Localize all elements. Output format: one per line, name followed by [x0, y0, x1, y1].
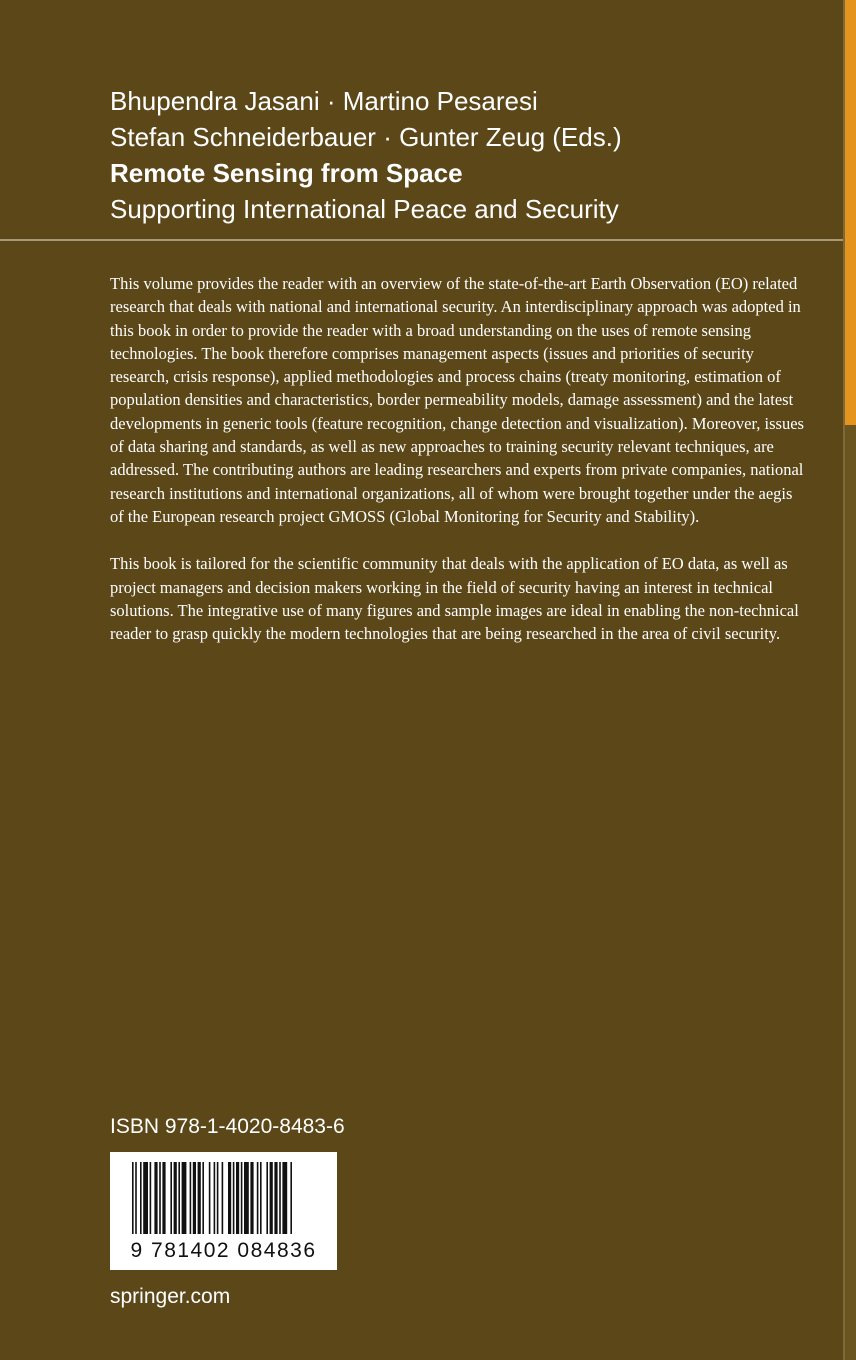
isbn-label: ISBN 978-1-4020-8483-6	[110, 1115, 345, 1138]
barcode-stripe	[182, 1162, 187, 1234]
barcode-stripe	[274, 1162, 277, 1234]
barcode-stripe	[217, 1162, 219, 1234]
barcode-stripe	[198, 1162, 201, 1234]
book-title: Remote Sensing from Space	[110, 158, 463, 188]
barcode-stripe	[282, 1162, 287, 1234]
barcode-stripe	[140, 1162, 142, 1234]
barcode-stripe	[260, 1162, 262, 1234]
barcode-stripe	[143, 1162, 148, 1234]
barcode-stripe	[159, 1162, 161, 1234]
barcode-digits: 9 781402 084836	[130, 1239, 317, 1262]
blurb-paragraph-2: This book is tailored for the scientific community that deals with the application of EO data, as well as project managers and decision makers working in the field of security having an interest in technical solutions. The integrative use of many figures and sample images are ideal in enabling the non-technical reader to grasp quickly the modern technologies that are being researched in the area of civil security.	[110, 554, 799, 644]
spine-edge	[843, 0, 856, 1360]
barcode-stripe	[241, 1162, 243, 1234]
cover-header	[110, 83, 622, 227]
blurb-paragraph-1: This volume provides the reader with an overview of the state-of-the-art Earth Observation (EO) related research that deals with national and international security. An interdisciplinary approach was adopted in this book in order to provide the reader with a broad understanding on the uses of remote sensing technologies. The book therefore comprises management aspects (issues and priorities of security research, crisis response), applied methodologies and process chains (treaty monitoring, estimation of population densities and characteristics, border permeability models, damage assessment) and the latest developments in generic tools (feature recognition, change detection and visualization). Moreover, issues of data sharing and standards, as well as new approaches to training security relevant techniques, are addressed. The contributing authors are leading researchers and experts from private companies, national research institutions and international organizations, all of whom were brought together under the aegis of the European research project GMOSS (Global Monitoring for Security and Stability).	[110, 274, 804, 526]
authors-line-2: Stefan Schneiderbauer · Gunter Zeug (Eds.)	[110, 122, 622, 152]
barcode-stripe	[228, 1162, 231, 1234]
barcode-stripe	[279, 1162, 281, 1234]
barcode-stripe	[222, 1162, 224, 1234]
barcode-stripe	[178, 1162, 180, 1234]
header-divider	[0, 239, 843, 241]
barcode-stripe	[193, 1162, 196, 1234]
back-cover-blurb	[110, 272, 810, 669]
barcode-stripe	[190, 1162, 192, 1234]
barcode-stripe	[257, 1162, 259, 1234]
barcode-stripe	[202, 1162, 204, 1234]
book-subtitle: Supporting International Peace and Security	[110, 194, 619, 224]
barcode-stripe	[250, 1162, 253, 1234]
barcode-stripe	[214, 1162, 216, 1234]
barcode-stripe	[290, 1162, 292, 1234]
barcode-stripe	[270, 1162, 273, 1234]
publisher-website: springer.com	[110, 1285, 231, 1308]
barcode-stripe	[266, 1162, 268, 1234]
spine-accent-band	[845, 0, 856, 425]
barcode-stripe	[135, 1162, 137, 1234]
barcode-stripe	[233, 1162, 235, 1234]
barcode-stripe	[244, 1162, 249, 1234]
barcode-stripe	[209, 1162, 211, 1234]
barcode-stripe	[162, 1162, 165, 1234]
authors-line-1: Bhupendra Jasani · Martino Pesaresi	[110, 86, 538, 116]
barcode-stripe	[150, 1162, 152, 1234]
barcode-stripe	[170, 1162, 172, 1234]
barcode-stripe	[154, 1162, 157, 1234]
barcode-stripe	[174, 1162, 177, 1234]
barcode-stripe	[132, 1162, 134, 1234]
barcode-stripe	[236, 1162, 239, 1234]
